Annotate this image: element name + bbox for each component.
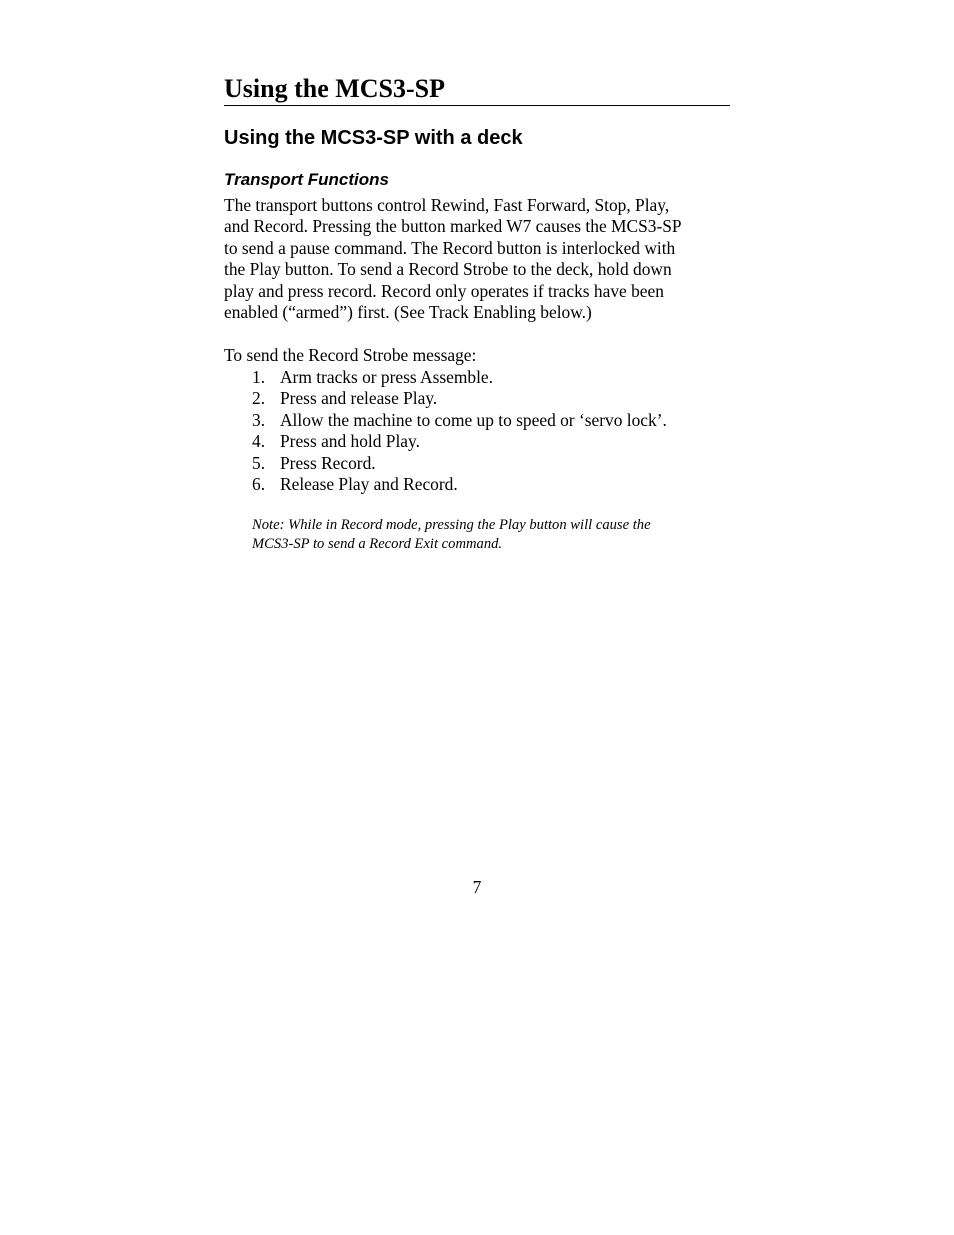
step-text: Press and release Play.	[280, 388, 438, 409]
list-item	[224, 388, 730, 409]
list-item	[224, 431, 730, 452]
record-mode-note	[252, 516, 722, 553]
step-text: Press Record.	[280, 452, 376, 473]
note-line: Note: While in Record mode, pressing the Play button will cause the	[252, 517, 651, 533]
paragraph-line: The transport buttons control Rewind, Fast Forward, Stop, Play,	[224, 195, 670, 215]
list-item	[224, 474, 730, 495]
step-text: Release Play and Record.	[280, 474, 458, 495]
page-number: 7	[472, 877, 482, 897]
record-strobe-steps	[224, 367, 730, 495]
note-line: MCS3-SP to send a Record Exit command.	[252, 535, 503, 552]
step-number: 6.	[252, 474, 266, 495]
chapter-title: Using the MCS3-SP	[224, 74, 730, 106]
section-title: Using the MCS3-SP with a deck	[224, 127, 523, 149]
step-number: 2.	[252, 388, 266, 409]
paragraph-line: the Play button. To send a Record Strobe to the deck, hold down	[224, 259, 672, 280]
paragraph-line: enabled (“armed”) first. (See Track Enabling below.)	[224, 302, 592, 323]
list-item	[224, 453, 730, 474]
list-item	[224, 367, 730, 388]
paragraph-line: play and press record. Record only operates if tracks have been	[224, 280, 664, 301]
record-strobe-intro: To send the Record Strobe message:	[224, 345, 477, 365]
step-text: Allow the machine to come up to speed or ‘servo lock’.	[280, 409, 667, 430]
list-item	[224, 410, 730, 431]
transport-functions-paragraph	[224, 195, 730, 323]
step-number: 5.	[252, 452, 266, 473]
step-text: Arm tracks or press Assemble.	[280, 367, 493, 387]
subsection-title: Transport Functions	[224, 170, 389, 189]
step-number: 3.	[252, 409, 266, 430]
step-number: 4.	[252, 431, 266, 452]
step-number: 1.	[252, 367, 266, 387]
paragraph-line: and Record. Pressing the button marked W7 causes the MCS3-SP	[224, 216, 682, 237]
step-text: Press and hold Play.	[280, 431, 420, 452]
paragraph-line: to send a pause command. The Record button is interlocked with	[224, 237, 676, 258]
